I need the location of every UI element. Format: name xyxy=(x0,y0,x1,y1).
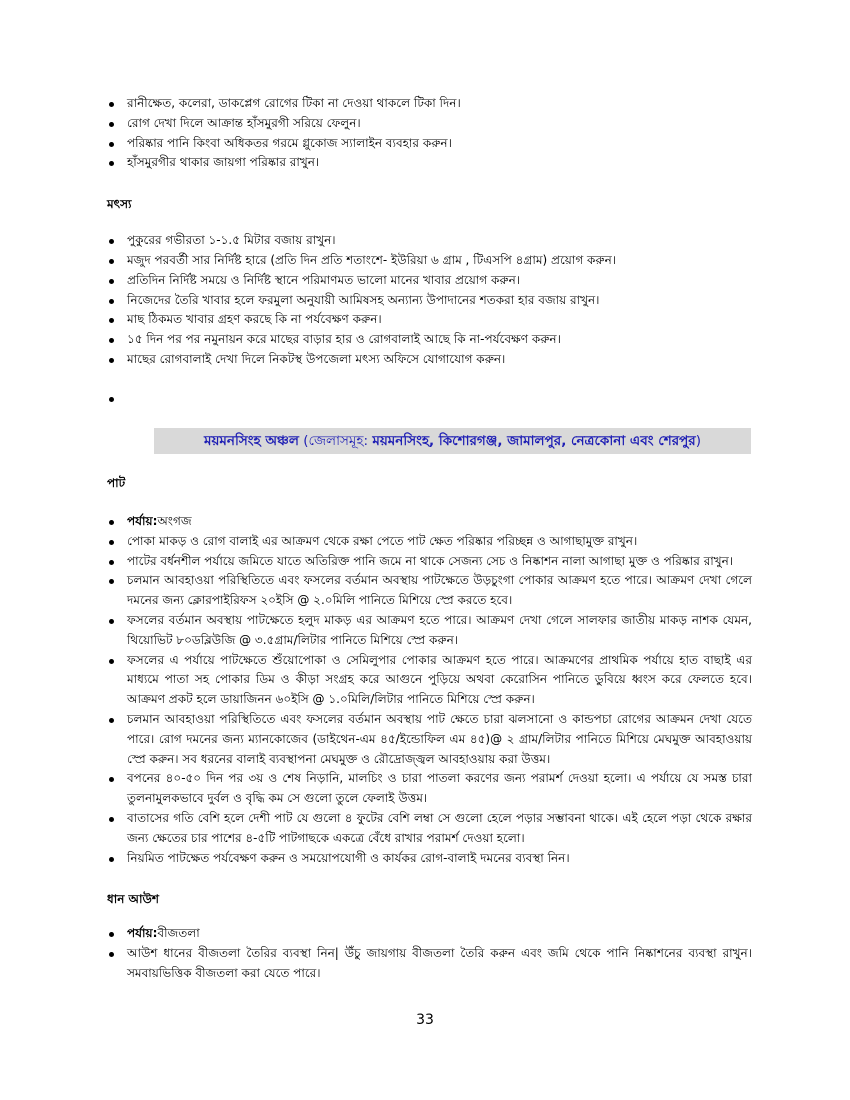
list-item: নিয়মিত পাটক্ষেত পর্যবেক্ষণ করুন ও সময়োপযোগী ও কার্যকর রোগ-বালাই দমনের ব্যবস্থা নিন। xyxy=(107,849,752,869)
list-item: প্রতিদিন নির্দিষ্ট সময়ে ও নির্দিষ্ট স্থানে পরিমাণমত ভালো মানের খাবার প্রয়োগ করুন। xyxy=(107,271,752,291)
region-name: ময়মনসিংহ অঞ্চল xyxy=(203,433,299,449)
region-banner xyxy=(154,428,751,454)
list-item: চলমান আবহাওয়া পরিস্থিতিতে এবং ফসলের বর্তমান অবস্থায় পাট ক্ষেতে চারা ঝলসানো ও কান্ডপচা রোগের আক্রমন দেখা যেতে পারে। রোগ দমনের জন্য ম্যানকোজেব (ডাইথেন-এম ৪৫/ইন্ডোফিল এম ৪৫)@ ২ গ্রাম/লিটার পানিতে মিশিয়ে মেঘমুক্ত আবহাওয়ায় স্প্রে করুন। সব ধরনের বালাই ব্যবস্থাপনা মেঘমুক্ত ও রৌদ্রোজ্জ্বল আবহাওয়ায় করা উত্তম। xyxy=(107,710,752,769)
section-heading-aus: ধান আউশ xyxy=(107,892,159,907)
list-item: রোগ দেখা দিলে আক্রান্ত হাঁসমুরগী সরিয়ে ফেলুন। xyxy=(107,114,752,134)
region-suffix: ) xyxy=(695,433,701,449)
list-item: বপনের ৪০-৫০ দিন পর ৩য় ও শেষ নিড়ানি, মালচিং ও চারা পাতলা করণের জন্য পরামর্শ দেওয়া হলো। এ পর্যায়ে যে সমস্ত চারা তুলনামুলকভাবে দুর্বল ও বৃদ্ধি কম সে গুলো তুলে ফেলাই উত্তম। xyxy=(107,769,752,809)
list-item: হাঁসমুরগীর থাকার জায়গা পরিষ্কার রাখুন। xyxy=(107,153,752,173)
stage-label: পর্যায়: xyxy=(127,926,158,941)
list-item: বাতাসের গতি বেশি হলে দেশী পাট যে গুলো ৪ ফুটের বেশি লম্বা সে গুলো হেলে পড়ার সম্ভাবনা থাকে। এই হেলে পড়া থেকে রক্ষার জন্য ক্ষেতের চার পাশের ৪-৫টি পাটগাছকে একত্রে বেঁধে রাখার পরামর্শ দেওয়া হলো। xyxy=(107,809,752,849)
list-item: মাছ ঠিকমত খাবার গ্রহণ করছে কি না পর্যবেক্ষণ করুন। xyxy=(107,310,752,330)
region-content xyxy=(107,474,752,984)
jute-list xyxy=(107,512,752,868)
poultry-list xyxy=(107,94,752,173)
region-prefix: (জেলাসমূহ: xyxy=(298,433,373,449)
list-item: রানীক্ষেত, কলেরা, ডাকপ্লেগ রোগের টিকা না দেওয়া থাকলে টিকা দিন। xyxy=(107,94,752,114)
list-item: ফসলের এ পর্যায়ে পাটক্ষেতে শুঁয়োপোকা ও সেমিলুপার পোকার আক্রমণ হতে পারে। আক্রমণের প্রাথমিক পর্যায়ে হাত বাছাই এর মাধ্যমে পাতা সহ পোকার ডিম ও কীড়া সংগ্রহ করে আগুনে পুড়িয়ে অথবা কেরোসিন পানিতে ডুবিয়ে ধ্বংস করে ফেলতে হবে। আক্রমণ প্রকট হলে ডায়াজিনন ৬০ইসি @ ১.০মিলি/লিটার পানিতে মিশিয়ে স্প্রে করুন। xyxy=(107,651,752,710)
list-item: পোকা মাকড় ও রোগ বালাই এর আক্রমণ থেকে রক্ষা পেতে পাট ক্ষেত পরিষ্কার পরিচ্ছন্ন ও আগাছামুক্ত রাখুন। xyxy=(107,532,752,552)
aus-list xyxy=(107,924,752,983)
list-item: পরিষ্কার পানি কিংবা অধিকতর গরমে গ্লুকোজ স্যালাইন ব্যবহার করুন। xyxy=(107,134,752,154)
stage-item xyxy=(107,512,752,532)
stage-value: অংগজ xyxy=(157,514,192,528)
list-item: ১৫ দিন পর পর নমুনায়ন করে মাছের বাড়ার হার ও রোগবালাই আছে কি না-পর্যবেক্ষণ করুন। xyxy=(107,330,752,350)
list-item: পাটের বর্ধনশীল পর্যায়ে জমিতে যাতে অতিরিক্ত পানি জমে না থাকে সেজন্য সেচ ও নিষ্কাশন নালা আগাছা মুক্ত ও পরিষ্কার রাখুন। xyxy=(107,552,752,572)
list-item: পুকুরের গভীরতা ১-১.৫ মিটার বজায় রাখুন। xyxy=(107,231,752,251)
region-districts: ময়মনসিংহ, কিশোরগঞ্জ, জামালপুর, নেত্রকোনা এবং শেরপুর xyxy=(372,433,696,449)
list-item: চলমান আবহাওয়া পরিস্থিতিতে এবং ফসলের বর্তমান অবস্থায় পাটক্ষেতে উড়চুংগা পোকার আক্রমণ হতে পারে। আক্রমণ দেখা গেলে দমনের জন্য ক্লোরপাইরিফস ২০ইসি @ ২.০মিলি পানিতে মিশিয়ে স্প্রে করতে হবে। xyxy=(107,571,752,611)
stage-value: বীজতলা xyxy=(157,926,200,941)
page-number: 33 xyxy=(416,1012,434,1028)
list-item: ফসলের বর্তমান অবস্থায় পাটক্ষেতে হলুদ মাকড় এর আক্রমণ হতে পারে। আক্রমণ দেখা গেলে সালফার জাতীয় মাকড় নাশক যেমন, থিয়োভিট ৮০ডব্লিউজি @ ৩.৫গ্রাম/লিটার পানিতে মিশিয়ে স্প্রে করুন। xyxy=(107,611,752,651)
list-item: মজুদ পরবর্তী সার নির্দিষ্ট হারে (প্রতি দিন প্রতি শতাংশে- ইউরিয়া ৬ গ্রাম , টিএসপি ৪গ্রাম) প্রয়োগ করুন। xyxy=(107,251,752,271)
section-heading-fish: মৎস্য xyxy=(107,197,132,212)
fish-list xyxy=(107,231,752,370)
list-item: মাছের রোগবালাই দেখা দিলে নিকটস্থ উপজেলা মৎস্য অফিসে যোগাযোগ করুন। xyxy=(107,350,752,370)
list-item: নিজেদের তৈরি খাবার হলে ফরমুলা অনুযায়ী আমিষসহ অন্যান্য উপাদানের শতকরা হার বজায় রাখুন। xyxy=(107,291,752,311)
list-item: আউশ ধানের বীজতলা তৈরির ব্যবস্থা নিন| উঁচু জায়গায় বীজতলা তৈরি করুন এবং জমি থেকে পানি নিষ্কাশনের ব্যবস্থা রাখুন। সমবায়ভিত্তিক বীজতলা করা যেতে পারে। xyxy=(107,944,752,984)
section-heading-jute: পাট xyxy=(107,476,126,490)
stage-label: পর্যায়: xyxy=(127,514,158,528)
page-content xyxy=(107,94,752,389)
stage-item xyxy=(107,924,752,944)
